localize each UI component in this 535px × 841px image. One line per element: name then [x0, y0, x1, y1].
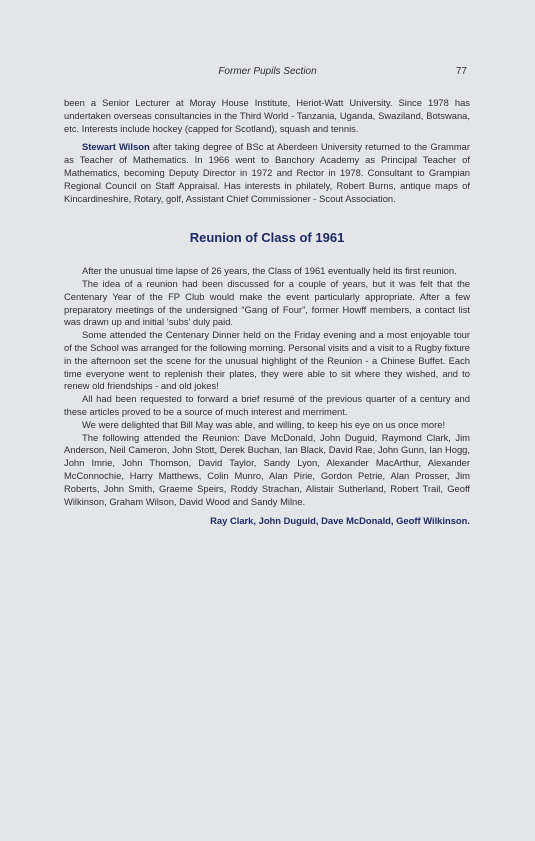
bio-continued-paragraph: been a Senior Lecturer at Moray House Institute, Heriot-Watt University. Since 1978 has undertaken overseas consultancies in the Third World - Tanzania, Uganda, Swaziland, Botswana, etc. Interests include hockey (capped for Scotland), squash and tennis. [64, 97, 470, 134]
page-content [64, 97, 470, 528]
reunion-paragraph: All had been requested to forward a brief resumé of the previous quarter of a century and these articles proved to be a source of much interest and merriment. [64, 393, 470, 417]
signature: Ray Clark, John Duguid, Dave McDonald, Geoff Wilkinson. [210, 515, 470, 527]
section-title: Former Pupils Section [218, 66, 317, 77]
bio-name: Stewart Wilson [82, 141, 150, 153]
reunion-paragraph: We were delighted that Bill May was able, and willing, to keep his eye on us once more! [82, 418, 446, 430]
reunion-paragraph: Some attended the Centenary Dinner held on the Friday evening and a most enjoyable tour of the School was arranged for the following morning. Personal visits and a visit to a Rugby fixture in the afternoon set the scene for the unusual highlight of the Reunion - a Chinese Buffet. Each time everyone went to replenish their plates, they were able to sit where they wished, and to renew old friendships - and old jokes! [64, 329, 470, 392]
reunion-paragraph: The idea of a reunion had been discussed for a couple of years, but it was felt that the Centenary Year of the FP Club would make the event particularly appropriate. After a few preparatory meetings of the undersigned “Gang of Four”, former Howff members, a contact list was drawn up and initial ‘subs’ duly paid. [64, 277, 470, 328]
page-number: 77 [455, 66, 467, 77]
running-header [0, 66, 535, 80]
section-heading: Reunion of Class of 1961 [189, 230, 345, 246]
reunion-attendees-paragraph: The following attended the Reunion: Dave McDonald, John Duguid, Raymond Clark, Jim Anderson, Neil Cameron, John Stott, Derek Buchan, Ian Black, David Rae, John Gunn, Ian Hogg, John Imrie, John Thomson, David Taylor, Sandy Lyon, Alexander MacArthur, Alexander McConnochie, Harry Matthews, Colin Munro, Alan Pirie, Gordon Petrie, Alan Prosser, Jim Roberts, John Smith, Graeme Speirs, Roddy Strachan, Alistair Sutherland, Robert Trail, Geoff Wilkinson, Graham Wilson, David Wood and Sandy Milne. [64, 431, 470, 507]
reunion-paragraph: After the unusual time lapse of 26 years, the Class of 1961 eventually held its first reunion. [82, 265, 457, 277]
bio-text: after taking degree of BSc at Aberdeen University returned to the Grammar as Teacher of Mathematics. In 1966 went to Banchory Academy as Principal Teacher of Mathematics, becoming Deputy Director in 1972 and Rector in 1978. Consultant to Grampian Regional Council on Staff Appraisal. Has interests in philately, Robert Burns, antique maps of Kincardineshire, Rotary, golf, Assistant Chief Commissioner - Scout Association. [64, 141, 470, 204]
bio-stewart-wilson-paragraph [64, 141, 470, 205]
